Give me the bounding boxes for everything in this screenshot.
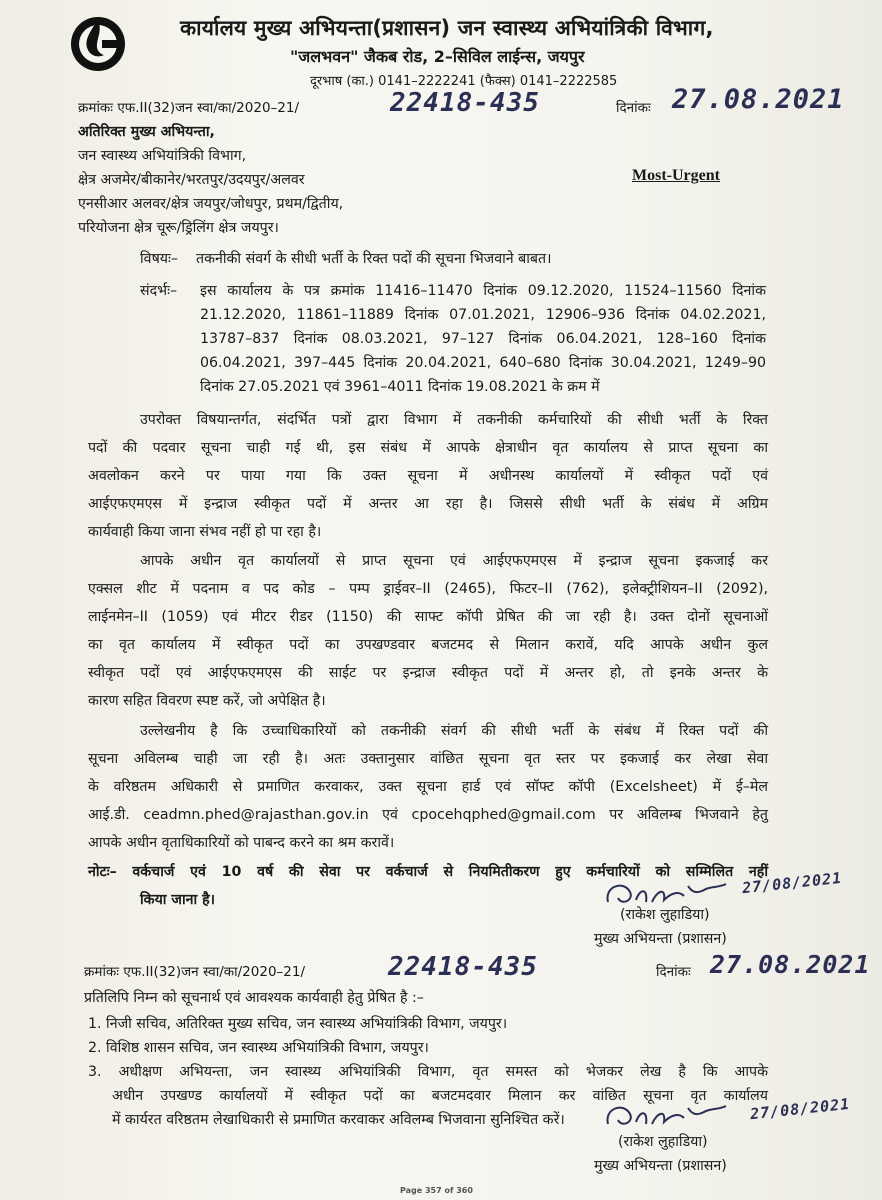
- addressee-line: अतिरिक्त मुख्य अभियन्ता,: [78, 124, 215, 140]
- note-line: नोटः– वर्कचार्ज एवं 10 वर्ष की सेवा पर वर्कचार्ज से नियमितीकरण हुए कर्मचारियों को सम्मिलित नहीं: [88, 864, 768, 880]
- paragraph-line: उल्लेखनीय है कि उच्चाधिकारियों को तकनीकी संवर्ग की सीधी भर्ती के संबंध में रिक्त पदों की: [140, 723, 768, 739]
- reference-line: 13787–837 दिनांक 08.03.2021, 97–127 दिनांक 06.04.2021, 128–160 दिनांक: [200, 331, 766, 347]
- subject-label: विषयः–: [140, 251, 178, 267]
- paragraph-line: स्वीकृत पदों एवं आईएफएमएस की साईट पर इन्द्राज स्वीकृत पदों में अन्तर हो, तो इनके अन्तर के: [88, 665, 768, 681]
- reference-line: दिनांक 27.05.2021 एवं 3961–4011 दिनांक 19.08.2021 के क्रम में: [200, 379, 600, 395]
- copy-list-item: 3. अधीक्षण अभियन्ता, जन स्वास्थ्य अभियांत्रिकी विभाग, वृत समस्त को भेजकर लेख है कि आपके: [88, 1064, 768, 1080]
- paragraph-line: आई.डी. ceadmn.phed@rajasthan.gov.in एवं cpocehqphed@gmail.com पर अविलम्ब भिजवाने हेतु: [88, 807, 768, 823]
- paragraph-line: आपके अधीन वृत कार्यालयों से प्राप्त सूचना एवं आईएफएमएस में इन्द्राज सूचना इकजाई कर: [140, 553, 768, 569]
- copy-date-label: दिनांकः: [656, 964, 691, 980]
- office-phone: दूरभाष (का.) 0141–2222241 (फैक्स) 0141–2222585: [310, 74, 618, 89]
- ref-date-handwritten: 27.08.2021: [672, 84, 845, 115]
- ref-number-prefix: क्रमांकः एफ.II(32)जन स्वा/का/2020–21/: [78, 100, 300, 116]
- signature-date-handwritten: 27/08/2021: [749, 1094, 851, 1124]
- reference-line: 06.04.2021, 397–445 दिनांक 20.04.2021, 640–680 दिनांक 30.04.2021, 1249–90: [200, 355, 766, 371]
- ref-number-handwritten: 22418-435: [390, 88, 540, 118]
- page-number: Page 357 of 360: [400, 1186, 473, 1195]
- copy-list-item: में कार्यरत वरिष्ठतम लेखाधिकारी से प्रमाणित करवाकर अविलम्ब भिजवाना सुनिश्चित करें।: [112, 1112, 565, 1128]
- copy-list-item: अधीन उपखण्ड कार्यालयों में स्वीकृत पदों का बजटमदवार मिलान कर वांछित सूचना वृत कार्यालय: [112, 1088, 768, 1104]
- office-address: "जलभवन" जैकब रोड, 2–सिविल लाईन्स, जयपुर: [290, 47, 585, 66]
- reference-label: संदर्भः–: [140, 283, 178, 299]
- paragraph-line: लाईनमेन–II (1059) एवं मीटर रीडर (1150) की साफ्ट कॉपी प्रेषित की जा रही है। उक्त दोनों सूचनाओं: [88, 609, 768, 625]
- paragraph-line: आईएफएमएस में इन्द्राज स्वीकृत पदों में अन्तर आ रहा है। जिससे सीधी भर्ती के संबंध में अग्रिम: [88, 496, 768, 512]
- paragraph-line: कारण सहित विवरण स्पष्ट करें, जो अपेक्षित है।: [88, 693, 326, 709]
- copy-ref-prefix: क्रमांकः एफ.II(32)जन स्वा/का/2020–21/: [84, 964, 306, 980]
- ref-date-label: दिनांकः: [616, 100, 651, 116]
- copy-date-handwritten: 27.08.2021: [710, 950, 871, 979]
- copy-list-item: 2. विशिष्ठ शासन सचिव, जन स्वास्थ्य अभियांत्रिकी विभाग, जयपुर।: [88, 1040, 429, 1056]
- addressee-line: जन स्वास्थ्य अभियांत्रिकी विभाग,: [78, 148, 247, 164]
- reference-line: इस कार्यालय के पत्र क्रमांक 11416–11470 दिनांक 09.12.2020, 11524–11560 दिनांक: [200, 283, 766, 299]
- priority-label: Most-Urgent: [632, 167, 720, 184]
- subject-text: तकनीकी संवर्ग के सीधी भर्ती के रिक्त पदों की सूचना भिजवाने बाबत।: [196, 251, 552, 267]
- signatory-designation: मुख्य अभियन्ता (प्रशासन): [594, 1158, 727, 1174]
- signature-date-handwritten: 27/08/2021: [741, 868, 843, 898]
- note-line: किया जाना है।: [140, 892, 216, 908]
- addressee-line: परियोजना क्षेत्र चूरू/ड्रिलिंग क्षेत्र जयपुर।: [78, 220, 279, 236]
- paragraph-line: अवलोकन करने पर पाया गया कि उक्त सूचना में अधीनस्थ कार्यालयों में स्वीकृत पदों एवं: [88, 468, 768, 484]
- copy-intro: प्रतिलिपि निम्न को सूचनार्थ एवं आवश्यक कार्यवाही हेतु प्रेषित है :–: [84, 990, 424, 1006]
- paragraph-line: आपके अधीन वृताधिकारियों को पाबन्द करने का श्रम करावें।: [88, 835, 395, 851]
- paragraph-line: कार्यवाही किया जाना संभव नहीं हो पा रहा है।: [88, 524, 322, 540]
- paragraph-line: पदों की पदवार सूचना चाही गई थी, इस संबंध में आपके क्षेत्राधीन वृत कार्यालय से प्राप्त सूचना का: [88, 440, 768, 456]
- addressee-line: क्षेत्र अजमेर/बीकानेर/भरतपुर/उदयपुर/अलवर: [78, 172, 305, 188]
- office-title: कार्यालय मुख्य अभियन्ता(प्रशासन) जन स्वास्थ्य अभियांत्रिकी विभाग,: [180, 16, 714, 40]
- copy-list-item: 1. निजी सचिव, अतिरिक्त मुख्य सचिव, जन स्वास्थ्य अभियांत्रिकी विभाग, जयपुर।: [88, 1016, 508, 1032]
- reference-line: 21.12.2020, 11861–11889 दिनांक 07.01.2021, 12906–936 दिनांक 04.02.2021,: [200, 307, 766, 323]
- paragraph-line: सूचना अविलम्ब चाही जा रही है। अतः उक्तानुसार वांछित सूचना वृत स्तर पर इकजाई कर लेखा सेवा: [88, 751, 768, 767]
- signatory-name: (राकेश लुहाडिया): [618, 1134, 708, 1150]
- signatory-name: (राकेश लुहाडिया): [620, 907, 710, 923]
- addressee-line: एनसीआर अलवर/क्षेत्र जयपुर/जोधपुर, प्रथम/द्वितीय,: [78, 196, 344, 212]
- signature-scribble: [600, 1094, 740, 1134]
- paragraph-line: एक्सल शीट में पदनाम व पद कोड – पम्प ड्राईवर–II (2465), फिटर–II (762), इलेक्ट्रीशियन–II (2092),: [88, 581, 768, 597]
- signatory-designation: मुख्य अभियन्ता (प्रशासन): [594, 931, 727, 947]
- paragraph-line: का वृत कार्यालय में स्वीकृत पदों का उपखण्डवार बजटमद से मिलान करावें, यदि आपके अधीन कुल: [88, 637, 768, 653]
- paragraph-line: के वरिष्ठतम अधिकारी से प्रमाणित करवाकर, उक्त सूचना हार्ड एवं सॉफ्ट कॉपी (Excelsheet) में ई–मेल: [88, 779, 768, 795]
- copy-ref-handwritten: 22418-435: [388, 952, 538, 982]
- phed-logo: [66, 10, 130, 74]
- paragraph-line: उपरोक्त विषयान्तर्गत, संदर्भित पत्रों द्वारा विभाग में तकनीकी कर्मचारियों की सीधी भर्ती के रिक्त: [140, 412, 768, 428]
